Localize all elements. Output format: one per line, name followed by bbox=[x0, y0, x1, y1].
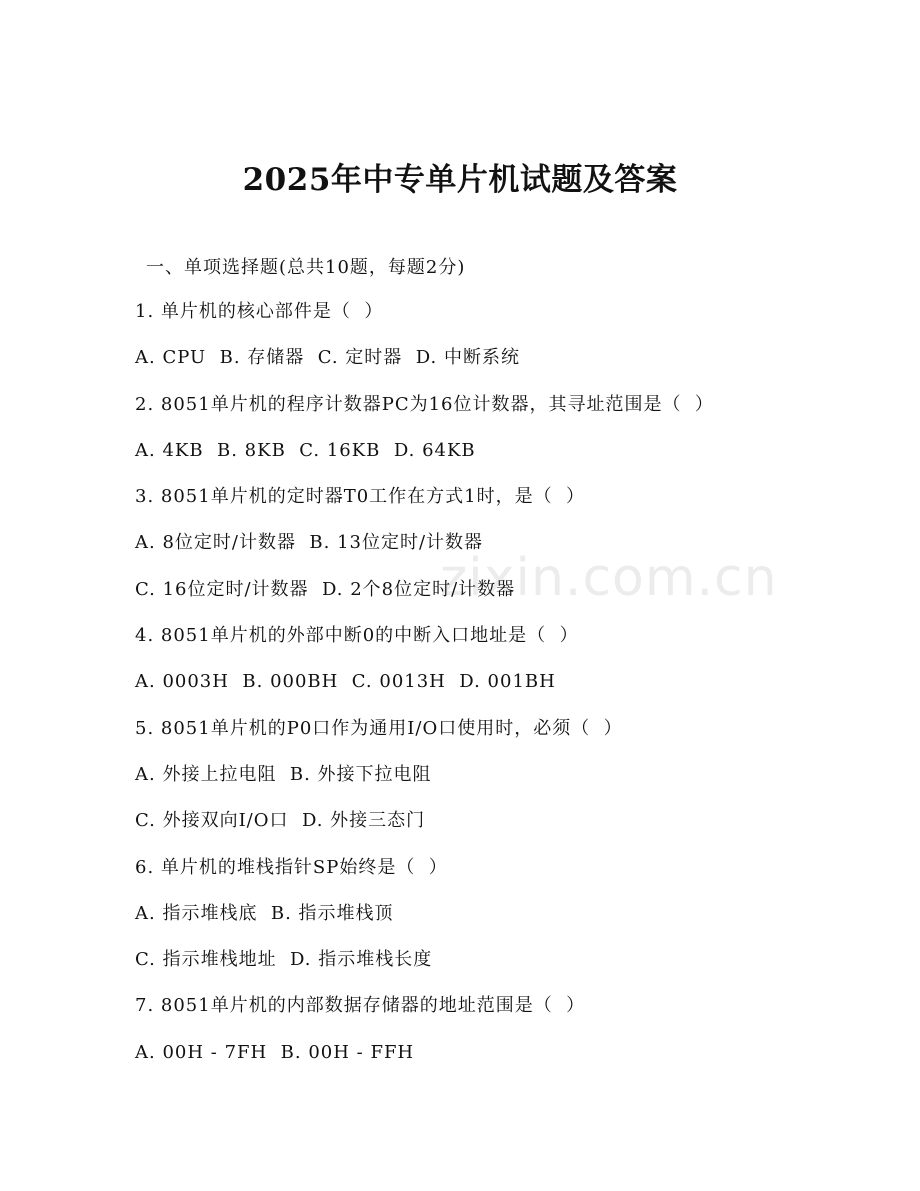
question-6-options-cd: C. 指示堆栈地址 D. 指示堆栈长度 bbox=[135, 949, 433, 971]
page-title: 2025年中专单片机试题及答案 bbox=[242, 162, 678, 198]
question-6-options-ab: A. 指示堆栈底 B. 指示堆栈顶 bbox=[135, 902, 394, 924]
question-3-options-cd: C. 16位定时/计数器 D. 2个8位定时/计数器 bbox=[135, 578, 516, 600]
question-5-options-cd: C. 外接双向I/O口 D. 外接三态门 bbox=[135, 810, 426, 832]
question-1: 1. 单片机的核心部件是（ ） bbox=[135, 301, 384, 322]
section-heading: 一、单项选择题(总共10题，每题2分) bbox=[146, 257, 466, 278]
question-3: 3. 8051单片机的定时器T0工作在方式1时，是（ ） bbox=[135, 486, 586, 508]
question-1-options: A. CPU B. 存储器 C. 定时器 D. 中断系统 bbox=[135, 347, 520, 369]
question-6: 6. 单片机的堆栈指针SP始终是（ ） bbox=[135, 856, 448, 878]
question-4-options: A. 0003H B. 000BH C. 0013H D. 001BH bbox=[135, 671, 556, 693]
question-2-options: A. 4KB B. 8KB C. 16KB D. 64KB bbox=[135, 439, 476, 461]
question-5: 5. 8051单片机的P0口作为通用I/O口使用时，必须（ ） bbox=[135, 717, 623, 739]
watermark: zixin.com.cn bbox=[440, 548, 778, 608]
question-7-options: A. 00H - 7FH B. 00H - FFH bbox=[135, 1041, 415, 1063]
question-5-options-ab: A. 外接上拉电阻 B. 外接下拉电阻 bbox=[135, 763, 432, 785]
question-list bbox=[135, 298, 895, 1085]
question-7: 7. 8051单片机的内部数据存储器的地址范围是（ ） bbox=[135, 995, 586, 1017]
question-3-options-ab: A. 8位定时/计数器 B. 13位定时/计数器 bbox=[135, 532, 484, 554]
question-4: 4. 8051单片机的外部中断0的中断入口地址是（ ） bbox=[135, 625, 579, 647]
question-2: 2. 8051单片机的程序计数器PC为16位计数器，其寻址范围是（ ） bbox=[135, 393, 714, 415]
